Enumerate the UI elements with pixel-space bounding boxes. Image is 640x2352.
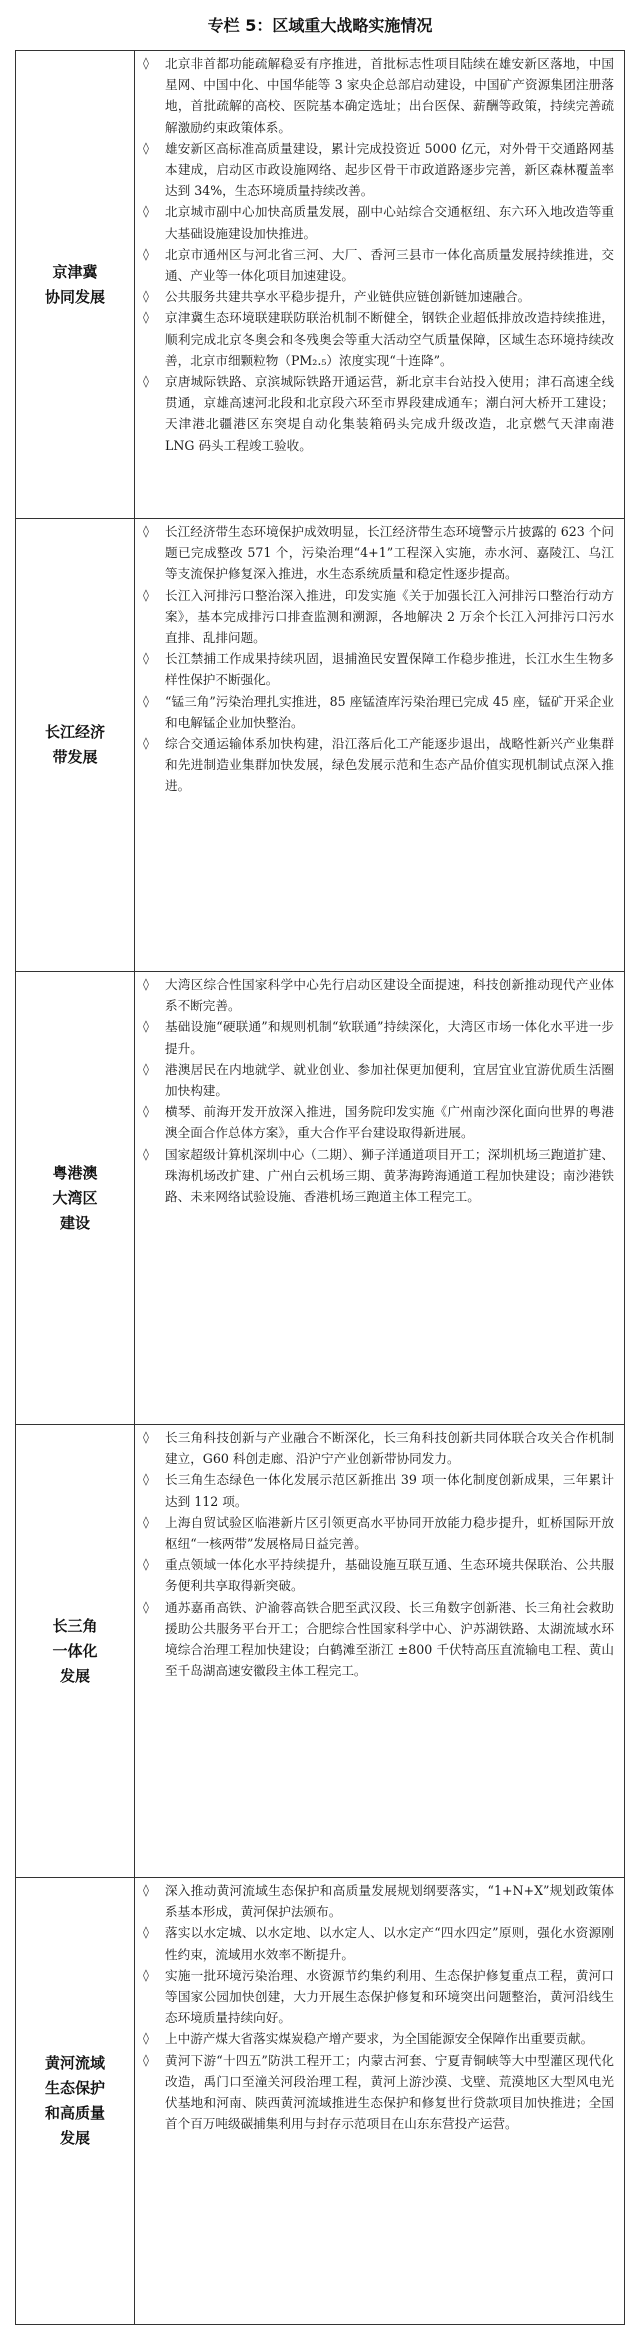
bullet-text: 长三角生态绿色一体化发展示范区新推出 39 项一体化制度创新成果，三年累计达到 112 项。 — [165, 1472, 614, 1509]
bullet-text: 北京非首都功能疏解稳妥有序推进，首批标志性项目陆续在雄安新区落地，中国星网、中国中化、中国华能等 3 家央企总部启动建设，中国矿产资源集团注册落地，首批疏解的高校、医院基本确定选址；出台医保、薪酬等政策，持续完善疏解激励约束政策体系。 — [165, 56, 614, 135]
bullet-text: 港澳居民在内地就学、就业创业、参加社保更加便利，宜居宜业宜游优质生活圈加快构建。 — [165, 1061, 614, 1099]
diamond-bullet-icon: ◊ — [143, 1019, 149, 1034]
section-category — [16, 519, 135, 972]
bullet-item — [143, 521, 614, 585]
bullet-text: “锰三角”污染治理扎实推进，85 座锰渣库污染治理已完成 45 座，锰矿开采企业和电解锰企业加快整治。 — [165, 693, 614, 730]
bullet-text: 通苏嘉甬高铁、沪渝蓉高铁合肥至武汉段、长三角数字创新港、长三角社会救助援助公共服务平台开工；合肥综合性国家科学中心、沪苏湖铁路、太湖流域水环境综合治理工程加快建设；白鹤滩至浙江 ±800 千伏特高压直流输电工程、黄山至千岛湖高速安徽段主体工程完工。 — [165, 1599, 614, 1679]
section-category — [16, 1878, 135, 2325]
bullet-item — [143, 371, 614, 456]
bullet-item — [143, 307, 614, 371]
diamond-bullet-icon: ◊ — [143, 736, 149, 751]
diamond-bullet-icon: ◊ — [143, 1472, 149, 1487]
section-content — [135, 1878, 625, 2325]
bullet-item — [143, 2050, 614, 2135]
bullet-text: 长三角科技创新与产业融合不断深化，长三角科技创新共同体联合攻关合作机制建立，G60 科创走廊、沿沪宁产业创新带协同发力。 — [165, 1430, 614, 1467]
diamond-bullet-icon: ◊ — [143, 374, 149, 389]
section-content — [135, 1425, 625, 1878]
diamond-bullet-icon: ◊ — [143, 977, 149, 991]
section-category-label: 长三角 一体化 发展 — [52, 1616, 98, 1685]
section-content — [135, 519, 625, 972]
bullet-item — [143, 1101, 614, 1143]
bullet-item — [143, 1144, 614, 1208]
bullet-text: 京唐城际铁路、京滨城际铁路开通运营，新北京丰台站投入使用；津石高速全线贯通，京雄高速河北段和北京段六环至市界段建成通车；潮白河大桥开工建设；天津港北疆港区东突堤自动化集装箱码头完成升级改造，北京燃气天津南港 LNG 码头工程竣工验收。 — [165, 374, 614, 453]
bullet-text: 实施一批环境污染治理、水资源节约集约利用、生态保护修复重点工程，黄河口等国家公园加快创建，大力开展生态保护修复和环境突出问题整治，黄河沿线生态环境质量持续向好。 — [165, 1967, 614, 2026]
bullet-item — [143, 1880, 614, 1922]
diamond-bullet-icon: ◊ — [143, 1883, 149, 1897]
section-category-label: 京津冀 协同发展 — [44, 262, 105, 306]
bullet-text: 横琴、前海开发开放深入推进，国务院印发实施《广州南沙深化面向世界的粤港澳全面合作总体方案》，重大合作平台建设取得新进展。 — [165, 1104, 614, 1141]
bullet-text: 大湾区综合性国家科学中心先行启动区建设全面提速，科技创新推动现代产业体系不断完善。 — [165, 977, 614, 1014]
bullet-text: 综合交通运输体系加快构建，沿江落后化工产能逐步退出，战略性新兴产业集群和先进制造业集群加快发展，绿色发展示范和生态产品价值实现机制试点深入推进。 — [165, 736, 614, 794]
diamond-bullet-icon: ◊ — [143, 289, 149, 304]
bullet-item — [143, 286, 614, 307]
diamond-bullet-icon: ◊ — [143, 651, 149, 666]
bullet-item — [143, 1597, 614, 1682]
section-row-yellow-river — [16, 1878, 625, 2325]
diamond-bullet-icon: ◊ — [143, 524, 149, 538]
bullet-item — [143, 585, 614, 649]
diamond-bullet-icon: ◊ — [143, 56, 149, 70]
diamond-bullet-icon: ◊ — [143, 1599, 149, 1614]
section-category-label: 粤港澳 大湾区 建设 — [52, 1163, 98, 1232]
diamond-bullet-icon: ◊ — [143, 1514, 149, 1529]
diamond-bullet-icon: ◊ — [143, 204, 149, 219]
bullet-item — [143, 244, 614, 286]
bullet-item — [143, 1427, 614, 1469]
bullet-item — [143, 201, 614, 243]
bullet-text: 上中游产煤大省落实煤炭稳产增产要求，为全国能源安全保障作出重要贡献。 — [165, 2031, 594, 2047]
section-category — [16, 51, 135, 519]
bullet-text: 公共服务共建共享水平稳步提升，产业链供应链创新链加速融合。 — [165, 289, 531, 305]
bullet-item — [143, 974, 614, 1016]
bullet-item — [143, 733, 614, 797]
bullet-text: 北京市通州区与河北省三河、大厂、香河三县市一体化高质量发展持续推进，交通、产业等一体化项目加速建设。 — [165, 246, 614, 284]
diamond-bullet-icon: ◊ — [143, 1925, 149, 1940]
section-category — [16, 1425, 135, 1878]
diamond-bullet-icon: ◊ — [143, 310, 149, 325]
bullet-text: 落实以水定城、以水定地、以水定人、以水定产“四水四定”原则，强化水资源刚性约束，流域用水效率不断提升。 — [165, 1925, 614, 1962]
bullet-text: 雄安新区高标准高质量建设，累计完成投资近 5000 亿元，对外骨干交通路网基本建成，启动区市政设施网络、起步区骨干市政道路逐步完善，新区森林覆盖率达到 34%，生态环境质量持续改善。 — [165, 140, 614, 199]
bullet-item — [143, 1965, 614, 2029]
bullet-text: 基础设施“硬联通”和规则机制“软联通”持续深化，大湾区市场一体化水平进一步提升。 — [165, 1019, 614, 1056]
diamond-bullet-icon: ◊ — [143, 2031, 149, 2046]
bullet-text: 长江经济带生态环境保护成效明显，长江经济带生态环境警示片披露的 623 个问题已完成整改 571 个，污染治理“4+1”工程深入实施，赤水河、嘉陵江、乌江等支流保护修复深入推进，水生态系统质量和稳定性逐步提高。 — [165, 524, 614, 582]
bullet-item — [143, 138, 614, 202]
section-category-label: 长江经济 带发展 — [44, 723, 105, 766]
bullet-item — [143, 1059, 614, 1101]
diamond-bullet-icon: ◊ — [143, 1430, 149, 1444]
section-content — [135, 51, 625, 519]
diamond-bullet-icon: ◊ — [143, 1557, 149, 1572]
section-row-yangtze-economic-belt — [16, 519, 625, 972]
section-row-yangtze-delta — [16, 1425, 625, 1878]
bullet-text: 重点领域一体化水平持续提升，基础设施互联互通、生态环境共保联治、公共服务便利共享取得新突破。 — [165, 1557, 614, 1594]
bullet-item — [143, 1469, 614, 1511]
bullet-item — [143, 53, 614, 138]
bullet-item — [143, 1016, 614, 1058]
diamond-bullet-icon: ◊ — [143, 2052, 149, 2067]
box-title: 专栏 5：区域重大战略实施情况 — [207, 16, 433, 35]
bullet-item — [143, 2028, 614, 2049]
bullet-text: 国家超级计算机深圳中心（二期）、狮子洋通道项目开工；深圳机场三跑道扩建、珠海机场改扩建、广州白云机场三期、黄茅海跨海通道工程加快建设；南沙港铁路、未来网络试验设施、香港机场三跑道主体工程完工。 — [165, 1146, 614, 1205]
bullet-item — [143, 1512, 614, 1554]
diamond-bullet-icon: ◊ — [143, 1967, 149, 1982]
bullet-item — [143, 1554, 614, 1596]
diamond-bullet-icon: ◊ — [143, 140, 149, 155]
diamond-bullet-icon: ◊ — [143, 693, 149, 708]
bullet-text: 长江禁捕工作成果持续巩固，退捕渔民安置保障工作稳步推进，长江水生生物多样性保护不断强化。 — [165, 651, 614, 688]
section-row-greater-bay-area — [16, 972, 625, 1425]
bullet-text: 京津冀生态环境联建联防联治机制不断健全，钢铁企业超低排放改造持续推进，顺利完成北京冬奥会和冬残奥会等重大活动空气质量保障，区域生态环境持续改善，北京市细颗粒物（PM₂.₅）浓度实现“十连降”。 — [165, 310, 614, 368]
bullet-text: 上海自贸试验区临港新片区引领更高水平协同开放能力稳步提升，虹桥国际开放枢纽“一核两带”发展格局日益完善。 — [165, 1514, 614, 1552]
diamond-bullet-icon: ◊ — [143, 1061, 149, 1076]
section-category-label: 黄河流域 生态保护 和高质量 发展 — [44, 2054, 105, 2147]
bullet-text: 长江入河排污口整治深入推进，印发实施《关于加强长江入河排污口整治行动方案》，基本完成排污口排查监测和溯源，各地解决 2 万余个长江入河排污口污水直排、乱排问题。 — [165, 587, 614, 646]
bullet-item — [143, 648, 614, 690]
bullet-item — [143, 691, 614, 733]
diamond-bullet-icon: ◊ — [143, 1146, 149, 1161]
bullet-text: 深入推动黄河流域生态保护和高质量发展规划纲要落实，“1+N+X”规划政策体系基本形成，黄河保护法颁布。 — [165, 1883, 614, 1920]
section-content — [135, 972, 625, 1425]
diamond-bullet-icon: ◊ — [143, 587, 149, 602]
bullet-text: 黄河下游“十四五”防洪工程开工；内蒙古河套、宁夏青铜峡等大中型灌区现代化改造，禹门口至潼关河段治理工程，黄河上游沙漠、戈壁、荒漠地区大型风电光伏基地和河南、陕西黄河流域推进生态保护和修复世行贷款项目加快推进；全国首个百万吨级碳捕集利用与封存示范项目在山东东营投产运营。 — [165, 2052, 614, 2132]
diamond-bullet-icon: ◊ — [143, 1104, 149, 1119]
diamond-bullet-icon: ◊ — [143, 246, 149, 261]
section-row-beijing-tianjin-hebei — [16, 51, 625, 519]
section-category — [16, 972, 135, 1425]
bullet-item — [143, 1922, 614, 1964]
column-box-table — [15, 50, 625, 2325]
bullet-text: 北京城市副中心加快高质量发展，副中心站综合交通枢纽、东六环入地改造等重大基础设施建设加快推进。 — [165, 204, 614, 241]
